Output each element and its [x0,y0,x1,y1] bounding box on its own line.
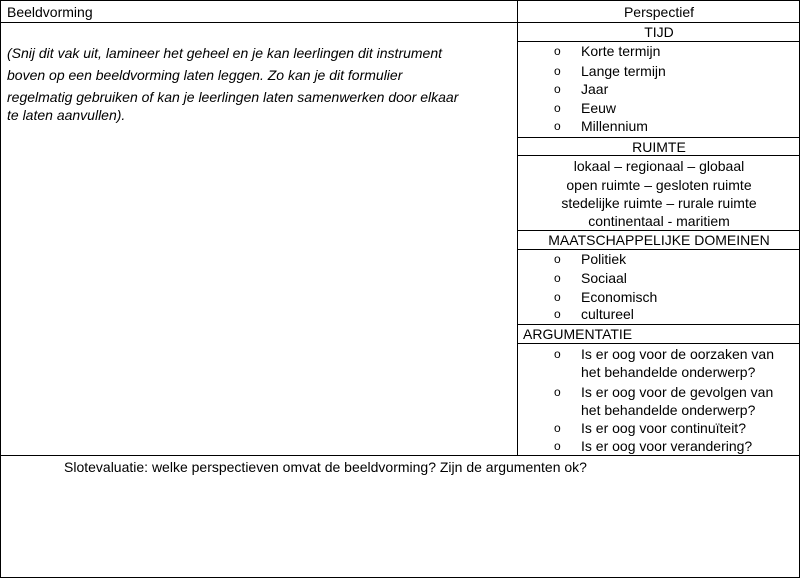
domein-item: Politiek [581,251,627,267]
bullet-icon: o [554,347,561,361]
argument-item-line1: Is er oog voor verandering? [581,438,753,454]
domein-item: cultureel [581,306,634,322]
bullet-icon: o [554,44,561,58]
argumentatie-title-divider [517,343,800,344]
argumentatie-title: ARGUMENTATIE [523,326,633,342]
bullet-icon: o [554,101,561,115]
ruimte-line: open ruimte – gesloten ruimte [566,177,752,193]
tijd-item: Millennium [581,118,648,134]
domein-item: Economisch [581,289,658,305]
domein-item: Sociaal [581,270,627,286]
domeinen-title: MAATSCHAPPELIJKE DOMEINEN [548,232,770,248]
argument-item-line2: het behandelde onderwerp? [581,364,756,380]
bullet-icon: o [554,307,561,321]
ruimte-title: RUIMTE [632,139,686,155]
instructions-line: regelmatig gebruiken of kan je leerlingen laten samenwerken door elkaar [7,89,459,105]
instructions-line: boven op een beeldvorming laten leggen. Zo kan je dit formulier [7,67,403,83]
argument-item-line1: Is er oog voor continuïteit? [581,420,746,436]
bullet-icon: o [554,385,561,399]
tijd-item: Jaar [581,81,609,97]
tijd-title: TIJD [644,24,674,40]
bullet-icon: o [554,439,561,453]
bullet-icon: o [554,252,561,266]
slotevaluatie-answer-area[interactable] [1,480,798,576]
argument-item-line2: het behandelde onderwerp? [581,402,756,418]
header-beeldvorming: Beeldvorming [7,4,93,20]
bullet-icon: o [554,119,561,133]
instructions-line: te laten aanvullen). [7,107,126,123]
bullet-icon: o [554,290,561,304]
bullet-icon: o [554,421,561,435]
ruimte-line: lokaal – regionaal – globaal [573,158,745,174]
bullet-icon: o [554,82,561,96]
argument-item-line1: Is er oog voor de gevolgen van [581,384,774,400]
argument-item-line1: Is er oog voor de oorzaken van [581,346,775,362]
bullet-icon: o [554,64,561,78]
instructions-line: (Snij dit vak uit, lamineer het geheel en je kan leerlingen dit instrument [7,45,443,61]
bullet-icon: o [554,271,561,285]
slotevaluatie-text: Slotevaluatie: welke perspectieven omvat de beeldvorming? Zijn de argumenten ok? [64,459,587,475]
tijd-item: Lange termijn [581,63,666,79]
ruimte-line: continentaal - maritiem [588,213,730,229]
ruimte-line: stedelijke ruimte – rurale ruimte [561,195,757,211]
footer-divider [0,455,800,456]
header-perspectief: Perspectief [623,4,695,20]
tijd-item: Eeuw [581,100,617,116]
tijd-item: Korte termijn [581,43,661,59]
